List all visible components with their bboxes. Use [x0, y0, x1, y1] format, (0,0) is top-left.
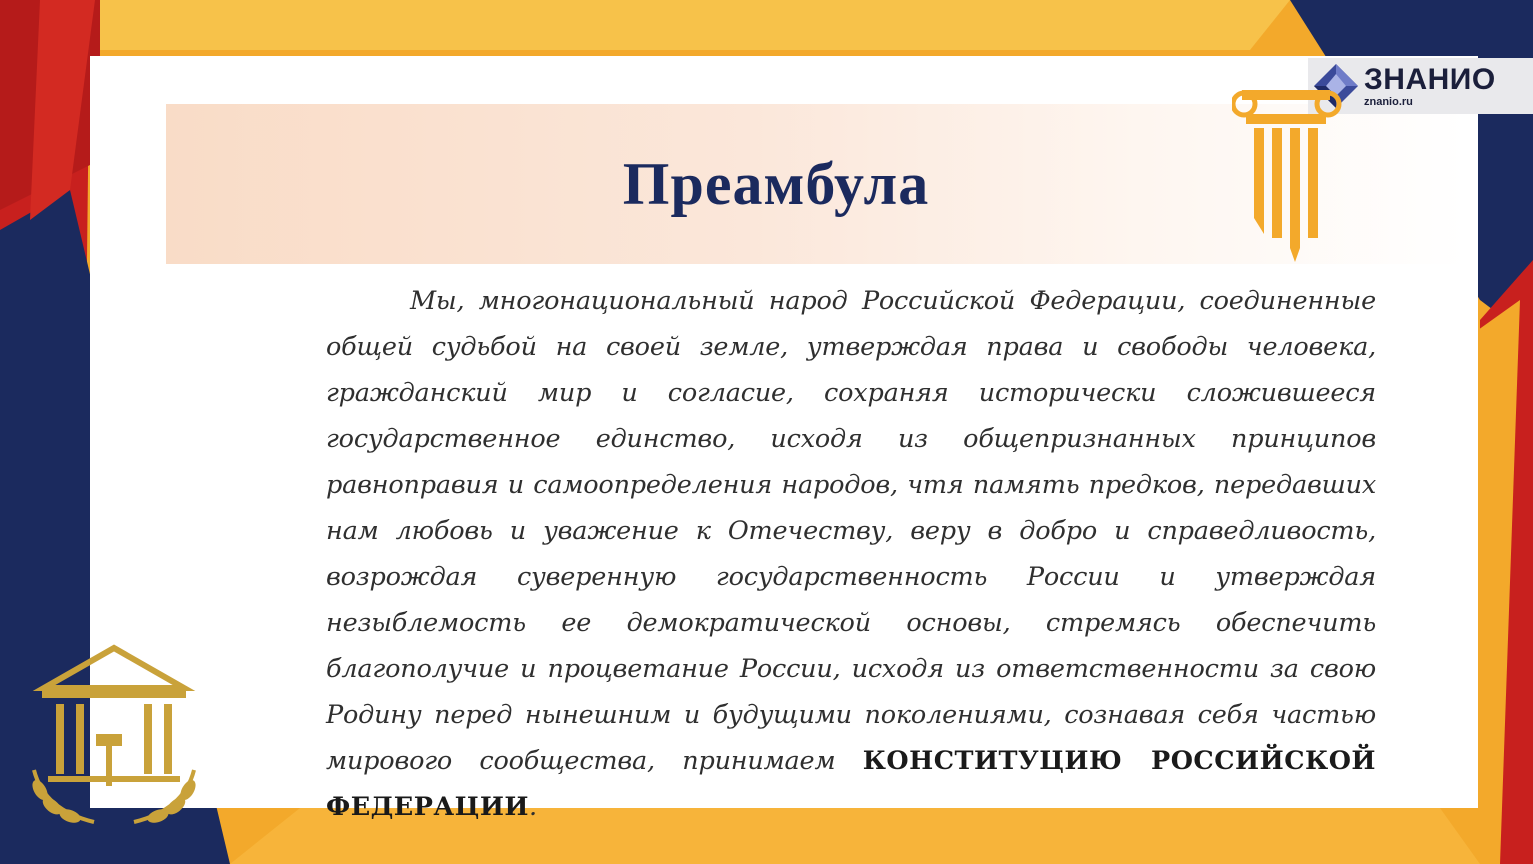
- slide-title: Преамбула: [622, 150, 930, 217]
- constitution-emphasis: КОНСТИТУЦИЮ РОССИЙСКОЙ ФЕДЕРАЦИИ: [326, 746, 1376, 822]
- preamble-end: .: [529, 792, 537, 822]
- watermark-name: ЗНАНИО: [1364, 62, 1496, 96]
- preamble-body: Мы, многонациональный народ Российской Федерации, соединенные общей судьбой на своей земле, утверждая права и свободы человека, гражданский мир и согласие, сохраняя исторически сложившееся государственное единство, исходя из общепризнанных принципов равноправия и самоопределения народов, чтя память предков, передавших нам любовь и уважение к Отечеству, веру в добро и справедливость, возрождая суверенную государственность России и утверждая незыблемость ее демократической основы, стремясь обеспечить благополучие и процветание России, исходя из ответственности за свою Родину перед нынешним и будущими поколениями, сознавая себя частью мирового сообщества, принимаем: [326, 286, 1376, 776]
- watermark-url: znanio.ru: [1364, 95, 1413, 108]
- preamble-text: [326, 278, 1376, 830]
- ionic-column-icon: [1232, 84, 1342, 264]
- courthouse-gavel-laurel-icon: [24, 640, 204, 830]
